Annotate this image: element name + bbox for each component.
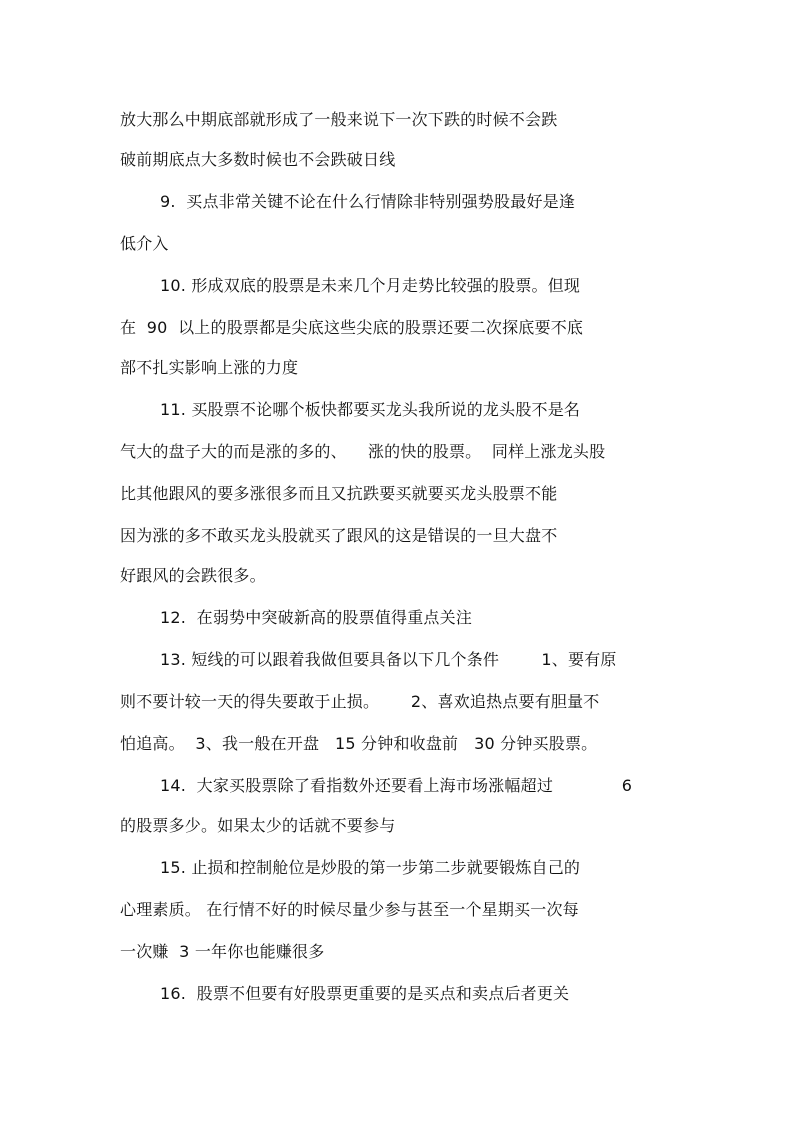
text-line: 16. 股票不但要有好股票更重要的是买点和卖点后者更关 xyxy=(160,984,570,1003)
text-line: 心理素质。 在行情不好的时候尽量少参与甚至一个星期买一次每 xyxy=(120,900,579,919)
text-line: 一次赚 3 一年你也能赚很多 xyxy=(120,942,325,961)
text-line: 14. 大家买股票除了看指数外还要看上海市场涨幅超过 6 xyxy=(160,776,633,795)
text-line: 部不扎实影响上涨的力度 xyxy=(120,358,299,377)
text-line: 则不要计较一天的得失要敢于止损。 2、喜欢追热点要有胆量不 xyxy=(120,692,600,711)
text-line: 在 90 以上的股票都是尖底这些尖底的股票还要二次探底要不底 xyxy=(120,318,584,337)
text-line: 10. 形成双底的股票是未来几个月走势比较强的股票。但现 xyxy=(160,276,581,295)
text-line: 好跟风的会跌很多。 xyxy=(120,566,266,585)
text-line: 13. 短线的可以跟着我做但要具备以下几个条件 1、要有原 xyxy=(160,650,617,669)
text-line: 11. 买股票不论哪个板快都要买龙头我所说的龙头股不是名 xyxy=(160,400,581,419)
text-line: 比其他跟风的要多涨很多而且又抗跌要买就要买龙头股票不能 xyxy=(120,484,558,503)
text-line: 气大的盘子大的而是涨的多的、 涨的快的股票。 同样上涨龙头股 xyxy=(120,442,606,461)
text-line: 放大那么中期底部就形成了一般来说下一次下跌的时候不会跌 xyxy=(120,110,558,129)
text-line: 怕追高。 3、我一般在开盘 15 分钟和收盘前 30 分钟买股票。 xyxy=(120,734,598,753)
text-line: 因为涨的多不敢买龙头股就买了跟风的这是错误的一旦大盘不 xyxy=(120,526,558,545)
text-line: 低介入 xyxy=(120,234,169,253)
text-line: 破前期底点大多数时候也不会跌破日线 xyxy=(120,150,396,169)
text-line: 9. 买点非常关键不论在什么行情除非特别强势股最好是逢 xyxy=(160,192,576,211)
text-line: 12. 在弱势中突破新高的股票值得重点关注 xyxy=(160,608,473,627)
text-line: 的股票多少。如果太少的话就不要参与 xyxy=(120,816,396,835)
text-line: 15. 止损和控制舱位是炒股的第一步第二步就要锻炼自己的 xyxy=(160,858,581,877)
